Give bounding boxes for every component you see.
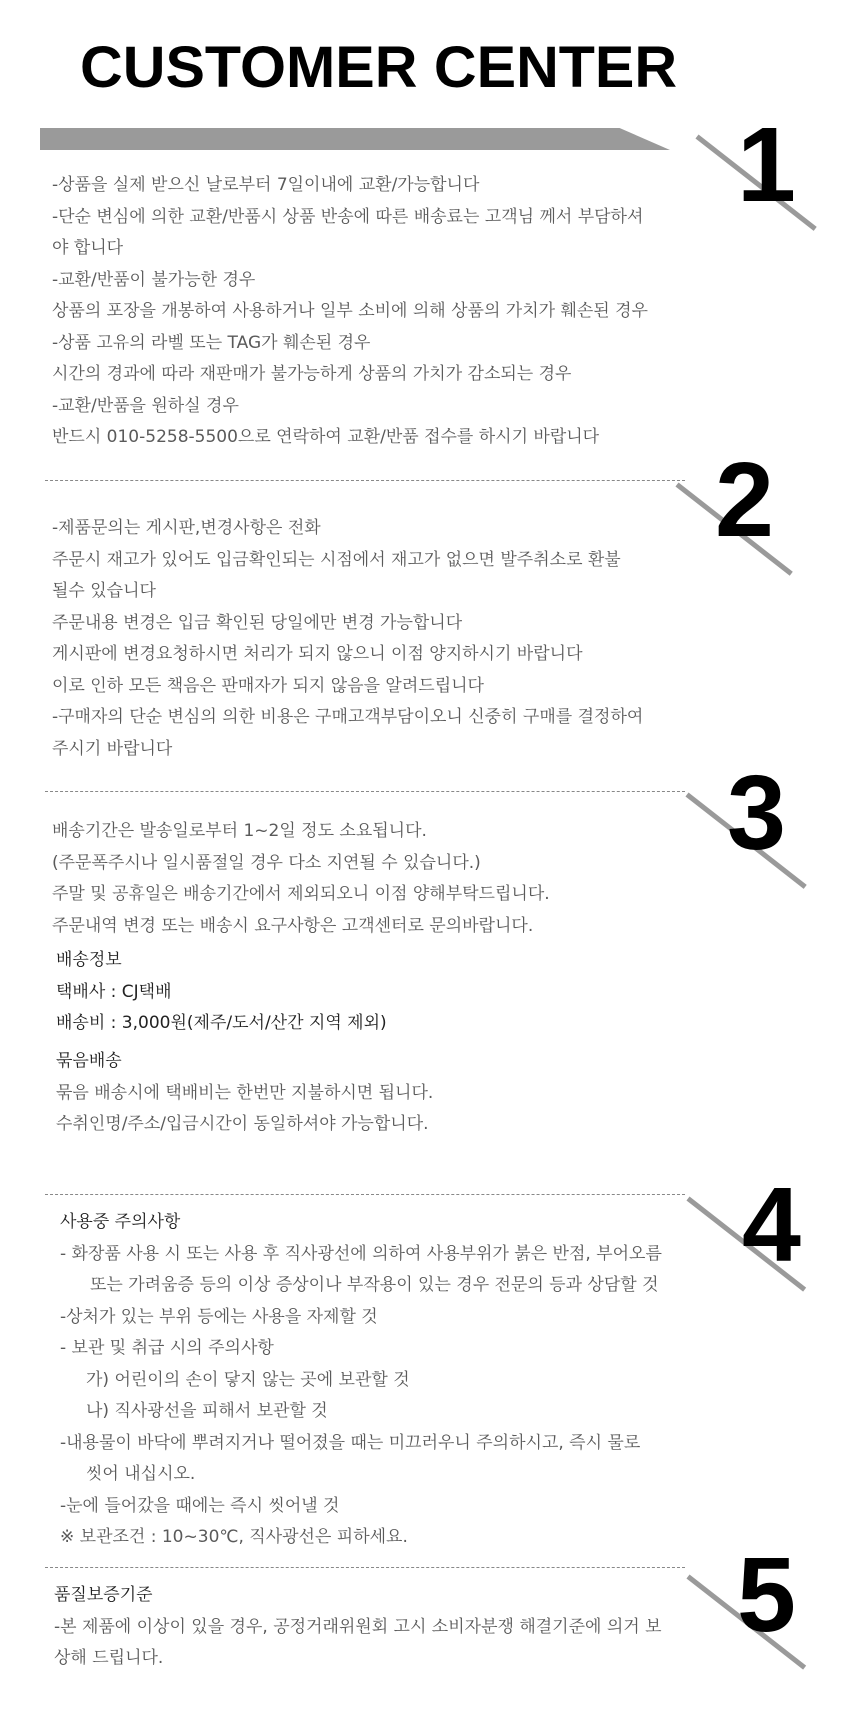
list-item: - 화장품 사용 시 또는 사용 후 직사광선에 의하여 사용부위가 붉은 반점, 부어오름 (60, 1243, 662, 1264)
header-bar (40, 128, 670, 150)
list-item: 시간의 경과에 따라 재판매가 불가능하게 상품의 가치가 감소되는 경우 (52, 364, 572, 384)
shipping-heading: 배송정보 (56, 950, 122, 970)
list-item: -상품 고유의 라벨 또는 TAG가 훼손된 경우 (52, 332, 371, 353)
list-item: 이로 인하 모든 책음은 판매자가 되지 않음을 알려드립니다 (52, 675, 484, 696)
bundle-info (56, 1046, 433, 1141)
section-2-text (52, 513, 643, 765)
bundle-heading: 묶음배송 (56, 1051, 122, 1071)
section-3-number: 3 (727, 754, 786, 872)
shipping-info (56, 945, 387, 1040)
list-item: 상품의 포장을 개봉하여 사용하거나 일부 소비에 의해 상품의 가치가 훼손된 경우 (52, 301, 648, 321)
list-item: - 보관 및 취급 시의 주의사항 (60, 1338, 274, 1358)
caution-heading: 사용중 주의사항 (60, 1212, 181, 1232)
list-item: 주말 및 공휴일은 배송기간에서 제외되오니 이점 양해부탁드립니다. (52, 884, 550, 904)
list-item: 주문내역 변경 또는 배송시 요구사항은 고객센터로 문의바랍니다. (52, 915, 534, 936)
list-item: 묶음 배송시에 택배비는 한번만 지불하시면 됩니다. (56, 1082, 434, 1103)
list-item: -교환/반품을 원하실 경우 (52, 395, 239, 416)
list-item: 주시기 바랍니다 (52, 738, 173, 759)
section-5-number: 5 (737, 1536, 796, 1654)
list-item: ※ 보관조건 : 10~30℃, 직사광선은 피하세요. (60, 1527, 408, 1547)
section-divider (45, 1567, 685, 1568)
list-item: 상해 드립니다. (54, 1648, 164, 1668)
page-title: CUSTOMER CENTER (80, 35, 678, 100)
list-item: 수취인명/주소/입금시간이 동일하셔야 가능합니다. (56, 1114, 429, 1134)
list-item: -교환/반품이 불가능한 경우 (52, 269, 256, 290)
list-item: -눈에 들어갔을 때에는 즉시 씻어낼 것 (60, 1495, 340, 1516)
list-item: -내용물이 바닥에 뿌려지거나 떨어졌을 때는 미끄러우니 주의하시고, 즉시 물로 (60, 1432, 641, 1453)
section-divider (45, 791, 685, 792)
list-item: 반드시 010-5258-5500으로 연락하여 교환/반품 접수를 하시기 바랍니다 (52, 427, 600, 447)
list-item: -구매자의 단순 변심의 의한 비용은 구매고객부담이오니 신중히 구매를 결정하여 (52, 707, 644, 727)
section-4-number: 4 (742, 1166, 801, 1284)
section-divider (45, 480, 685, 481)
list-item: -상품을 실제 받으신 날로부터 7일이내에 교환/가능합니다 (52, 175, 480, 195)
list-item: 가) 어린이의 손이 닿지 않는 곳에 보관할 것 (86, 1369, 410, 1390)
list-item: 게시판에 변경요청하시면 처리가 되지 않으니 이점 양지하시기 바랍니다 (52, 644, 583, 664)
warranty-heading: 품질보증기준 (54, 1585, 153, 1605)
list-item: 야 합니다 (52, 238, 124, 258)
section-5-text (54, 1580, 662, 1675)
list-item: 배송기간은 발송일로부터 1~2일 정도 소요됩니다. (52, 821, 427, 841)
list-item: -본 제품에 이상이 있을 경우, 공정거래위원회 고시 소비자분쟁 해결기준에 의거 보 (54, 1616, 662, 1637)
list-item: 나) 직사광선을 피해서 보관할 것 (86, 1401, 328, 1421)
shipping-fee: 배송비 : 3,000원(제주/도서/산간 지역 제외) (56, 1013, 387, 1033)
list-item: (주문폭주시나 일시품절일 경우 다소 지연될 수 있습니다.) (52, 852, 481, 873)
section-1-number: 1 (737, 106, 796, 224)
courier-info: 택배사 : CJ택배 (56, 981, 172, 1002)
list-item: 주문시 재고가 있어도 입금확인되는 시점에서 재고가 없으면 발주취소로 환불 (52, 549, 621, 570)
section-3-text (52, 816, 550, 942)
list-item: -제품문의는 게시판,변경사항은 전화 (52, 518, 321, 538)
list-item: 또는 가려움증 등의 이상 증상이나 부작용이 있는 경우 전문의 등과 상담할 것 (90, 1275, 659, 1295)
list-item: 될수 있습니다 (52, 581, 156, 601)
list-item: -상처가 있는 부위 등에는 사용을 자제할 것 (60, 1306, 378, 1327)
section-4-text (60, 1207, 662, 1554)
list-item: 씻어 내십시오. (86, 1464, 196, 1484)
section-2-number: 2 (715, 441, 774, 559)
list-item: 주문내용 변경은 입금 확인된 당일에만 변경 가능합니다 (52, 612, 463, 633)
section-1-text (52, 170, 648, 454)
section-divider (45, 1194, 685, 1195)
list-item: -단순 변심에 의한 교환/반품시 상품 반송에 따른 배송료는 고객님 께서 부담하셔 (52, 206, 644, 227)
